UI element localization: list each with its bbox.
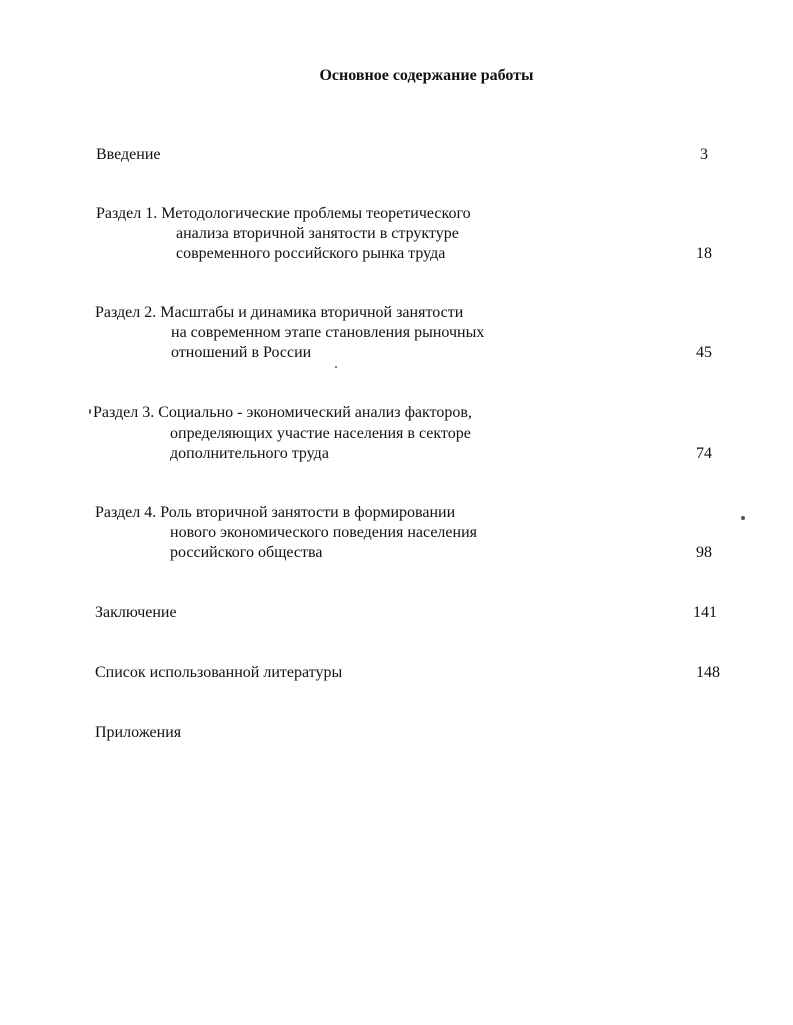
scan-speck xyxy=(335,366,337,368)
toc-entry-section-3-line-3: дополнительного труда xyxy=(170,445,329,462)
toc-entry-bibliography: Список использованной литературы xyxy=(95,664,343,681)
toc-entry-section-1-line-3: современного российского рынка труда xyxy=(176,245,446,262)
toc-entry-section-3: Раздел 3. Социально - экономический анализ факторов, xyxy=(93,404,472,421)
scan-speck xyxy=(89,409,91,414)
toc-page-number: 98 xyxy=(696,544,712,561)
toc-entry-section-3-line-2: определяющих участие населения в секторе xyxy=(170,425,471,442)
toc-entry-introduction: Введение xyxy=(96,146,161,163)
toc-page-number: 3 xyxy=(700,146,708,163)
toc-entry-appendices: Приложения xyxy=(95,724,182,741)
toc-entry-section-4: Раздел 4. Роль вторичной занятости в формировании xyxy=(95,504,456,521)
toc-entry-section-4-line-2: нового экономического поведения населения xyxy=(170,524,477,541)
toc-entry-conclusion: Заключение xyxy=(95,604,177,621)
toc-entry-section-1: Раздел 1. Методологические проблемы теоретического xyxy=(96,205,471,222)
toc-entry-section-1-line-2: анализа вторичной занятости в структуре xyxy=(176,225,459,242)
toc-entry-section-2-line-3: отношений в России xyxy=(171,344,312,361)
toc-entry-section-2: Раздел 2. Масштабы и динамика вторичной занятости xyxy=(95,304,464,321)
scan-speck xyxy=(741,516,745,520)
toc-page-number: 45 xyxy=(696,344,712,361)
toc-page-number: 74 xyxy=(696,445,712,462)
toc-page-number: 141 xyxy=(693,604,717,621)
toc-entry-section-4-line-3: российского общества xyxy=(170,544,323,561)
toc-entry-section-2-line-2: на современном этапе становления рыночных xyxy=(171,324,485,341)
page-title: Основное содержание работы xyxy=(319,67,534,84)
toc-page-number: 18 xyxy=(696,245,712,262)
toc-page-number: 148 xyxy=(696,664,720,681)
